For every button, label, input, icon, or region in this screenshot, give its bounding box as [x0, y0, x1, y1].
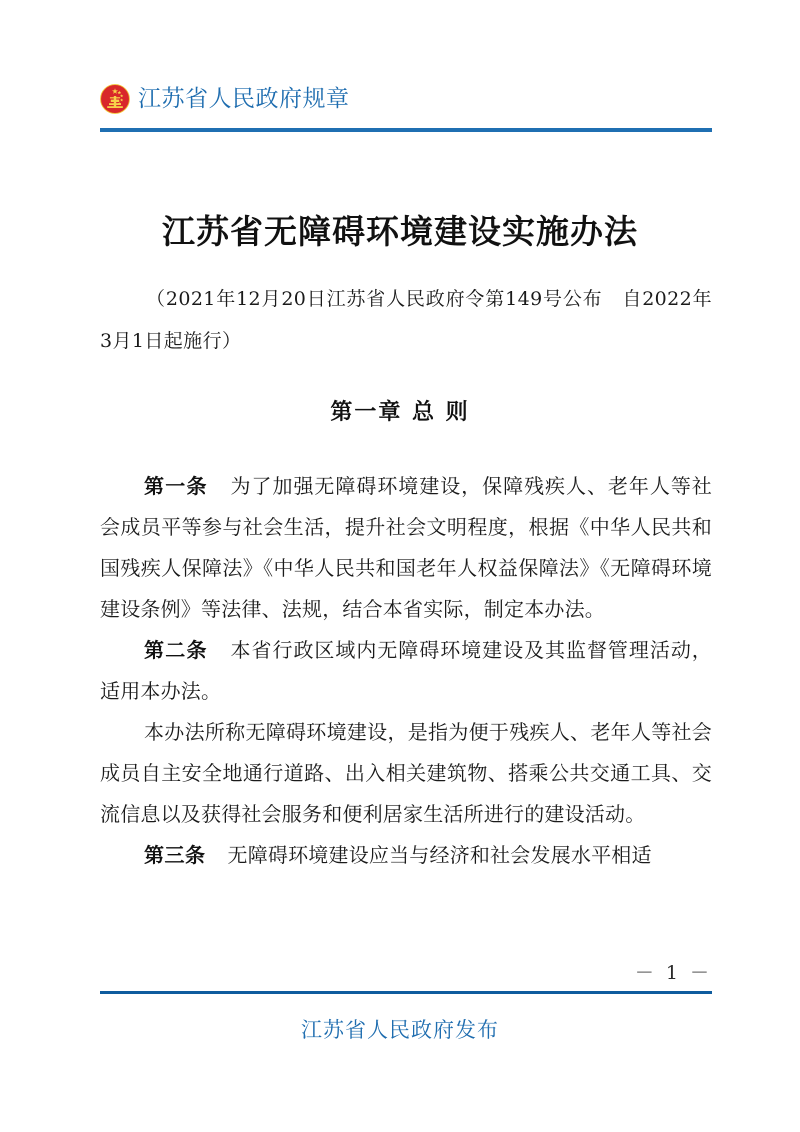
footer-divider-rule: [100, 991, 712, 994]
article-text: 无障碍环境建设应当与经济和社会发展水平相适: [227, 843, 652, 867]
article-paragraph: [100, 466, 712, 630]
article-paragraph: [100, 712, 712, 835]
article-label: 第一条: [144, 474, 208, 498]
article-text: 本省行政区域内无障碍环境建设及其监督管理活动，适用本办法。: [100, 638, 712, 703]
article-paragraph: [100, 835, 712, 876]
promulgation-note: （2021年12月20日江苏省人民政府令第149号公布 自2022年3月1日起施行）: [100, 288, 712, 352]
header-divider-rule: [100, 128, 712, 132]
masthead-title: 江苏省人民政府规章: [138, 86, 350, 112]
article-paragraph: [100, 630, 712, 712]
article-label: 第三条: [144, 843, 206, 867]
chapter-heading: 第一章 总 则: [330, 400, 470, 425]
page-title: 江苏省无障碍环境建设实施办法: [162, 212, 638, 251]
article-body: [100, 466, 712, 876]
article-text: 本办法所称无障碍环境建设，是指为便于残疾人、老年人等社会成员自主安全地通行道路、出入相关建筑物、搭乘公共交通工具、交流信息以及获得社会服务和便利居家生活所进行的建设活动。: [100, 720, 712, 826]
publisher-line: 江苏省人民政府发布: [301, 1018, 499, 1042]
masthead: [100, 84, 710, 114]
china-national-emblem-icon: [100, 84, 130, 114]
article-label: 第二条: [144, 638, 208, 662]
page-number: － 1 －: [634, 962, 712, 984]
article-text: 为了加强无障碍环境建设，保障残疾人、老年人等社会成员平等参与社会生活，提升社会文明程度，根据《中华人民共和国残疾人保障法》《中华人民共和国老年人权益保障法》《无障碍环境建设条例》等法律、法规，结合本省实际，制定本办法。: [100, 474, 712, 621]
